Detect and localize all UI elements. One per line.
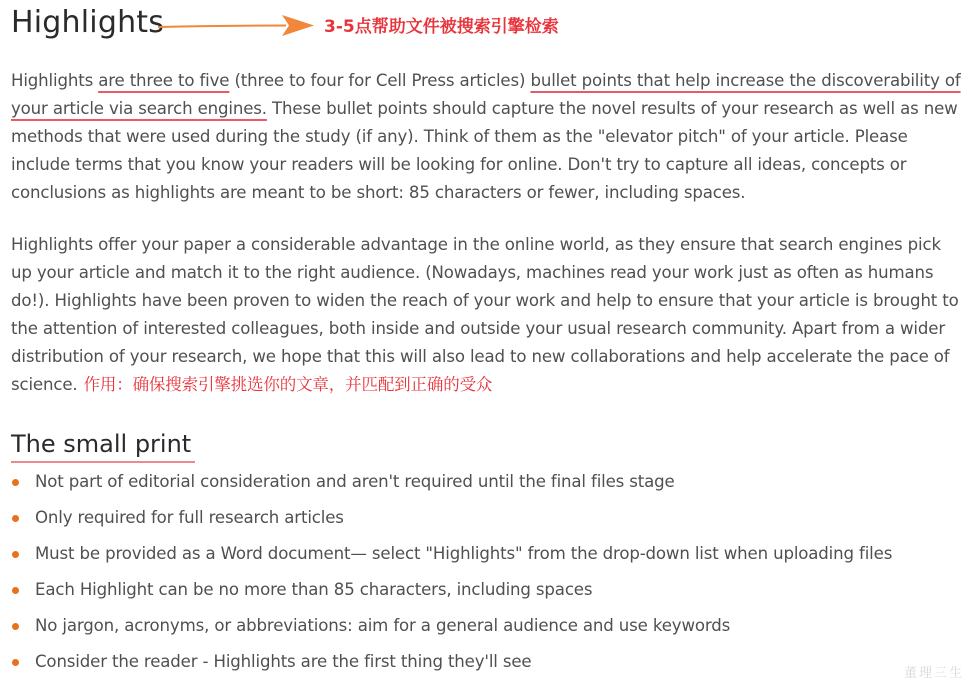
list-item <box>11 539 963 575</box>
list-item <box>11 647 963 683</box>
list-item-text: Only required for full research articles <box>35 508 344 527</box>
list-item <box>11 575 963 611</box>
bullet-icon <box>12 515 19 522</box>
watermark: 董理三生 <box>903 666 964 681</box>
page-title: Highlights <box>11 5 165 40</box>
bullet-icon <box>12 623 19 630</box>
list-item-text: No jargon, acronyms, or abbreviations: aim for a general audience and use keywords <box>35 616 731 635</box>
paragraph-advantage-annotation: 作用：确保搜索引擎挑选你的文章，并匹配到正确的受众 <box>83 375 493 394</box>
title-row <box>11 3 963 47</box>
underlined-purpose: bullet points that help increase the discoverability of your article via search engines. <box>11 71 961 118</box>
bullet-icon <box>12 587 19 594</box>
paragraph-intro-text-1: Highlights <box>11 71 99 90</box>
list-item-text: Must be provided as a Word document— select "Highlights" from the drop-down list when uploading files <box>35 544 893 563</box>
small-print-list <box>11 467 963 683</box>
list-item-text: Not part of editorial consideration and aren't required until the final files stage <box>35 472 675 491</box>
paragraph-intro-text-3: These bullet points should capture the novel results of your research as well as new methods that were used during the study (if any). Think of them as the "elevator pitch" of your article. Please include terms that you know your readers will be looking for online. Don't try to capture all ideas, concepts or conclusions as highlights are meant to be short: 85 characters or fewer, including spaces. <box>11 99 958 202</box>
list-item <box>11 611 963 647</box>
annotation-arrow-icon <box>158 13 318 39</box>
paragraph-intro <box>11 67 963 207</box>
small-print-heading: The small print <box>11 427 195 463</box>
paragraph-advantage-text: Highlights offer your paper a considerable advantage in the online world, as they ensure that search engines pick up your article and match it to the right audience. (Nowadays, machines read your work just as often as humans do!). Highlights have been proven to widen the reach of your work and help to ensure that your article is brought to the attention of interested colleagues, both inside and outside your usual research community. Apart from a wider distribution of your research, we hope that this will also lead to new collaborations and help accelerate the pace of science. <box>11 235 959 394</box>
paragraph-advantage <box>11 231 963 399</box>
list-item <box>11 503 963 539</box>
underlined-count: are three to five <box>98 71 230 90</box>
paragraph-intro-text-2: (three to four for Cell Press articles) <box>229 71 531 90</box>
title-annotation: 3-5点帮助文件被搜索引擎检索 <box>324 17 559 37</box>
list-item-text: Each Highlight can be no more than 85 characters, including spaces <box>35 580 593 599</box>
list-item <box>11 467 963 503</box>
bullet-icon <box>12 659 19 666</box>
bullet-icon <box>12 551 19 558</box>
bullet-icon <box>12 479 19 486</box>
list-item-text: Consider the reader - Highlights are the first thing they'll see <box>35 652 532 671</box>
